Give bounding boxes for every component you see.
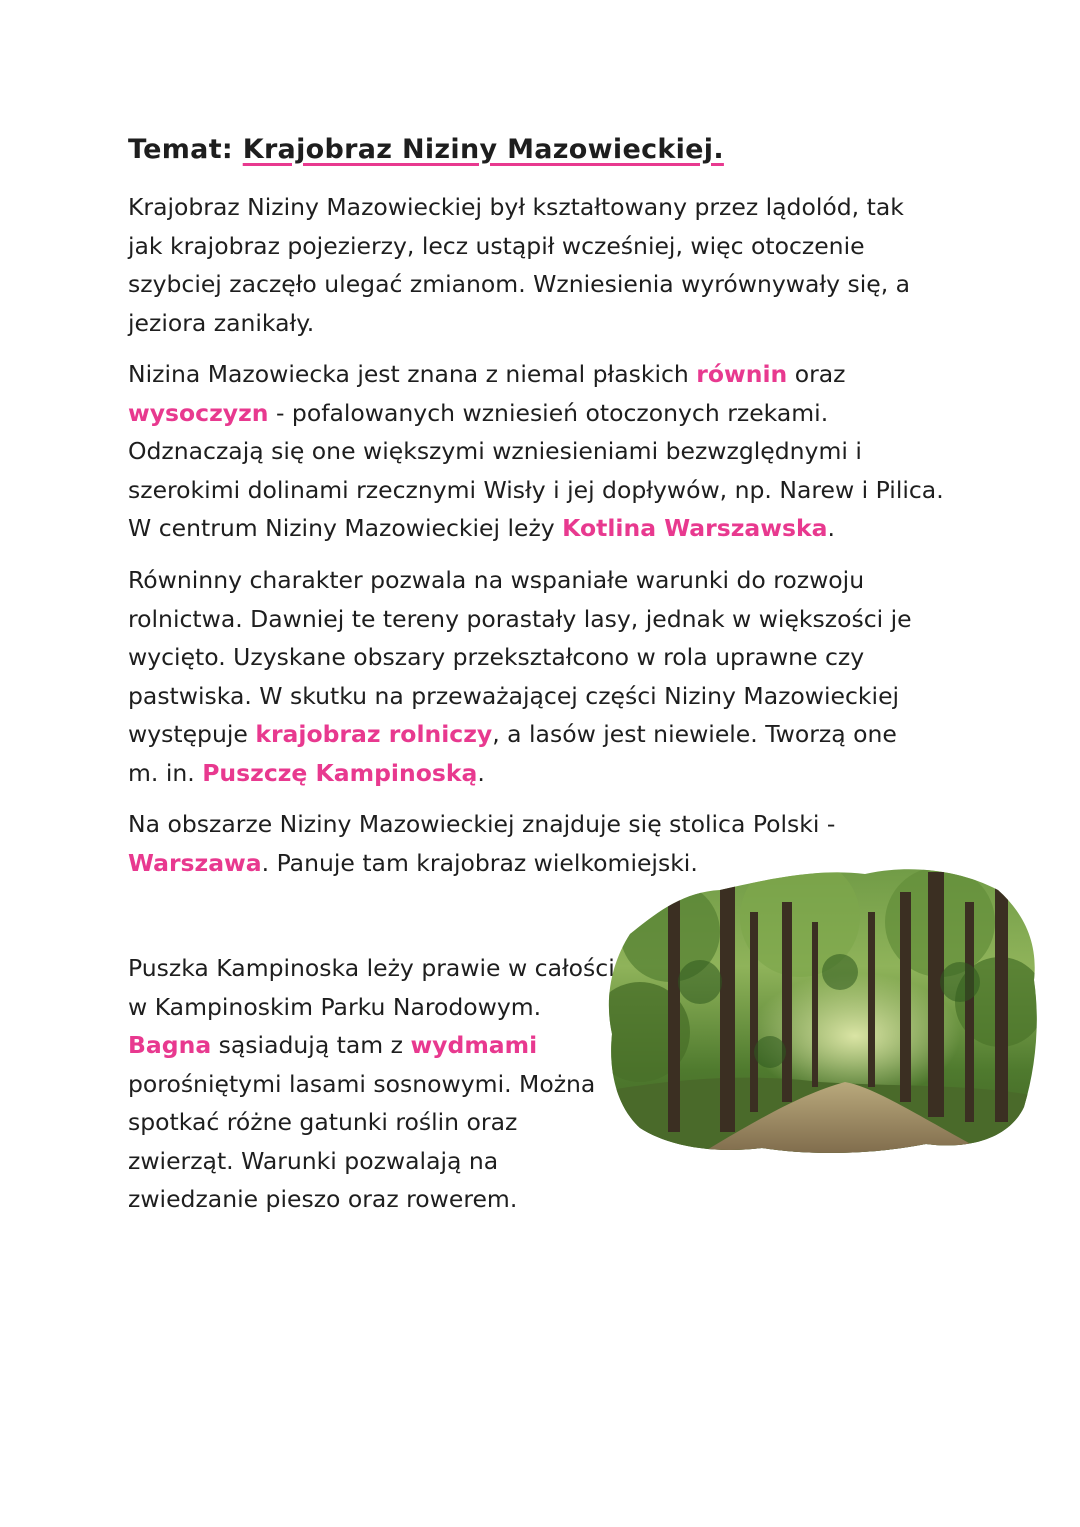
term-kotlina-warszawska: Kotlina Warszawska <box>562 514 828 542</box>
text-run: Nizina Mazowiecka jest znana z niemal płaskich <box>128 360 697 388</box>
text-run: . <box>477 758 485 787</box>
text-run: sąsiadują tam z <box>211 1031 411 1059</box>
term-krajobraz-rolniczy: krajobraz rolniczy <box>255 720 493 748</box>
text-run: - pofalowanych wzniesień otoczonych rzekami. Odznaczają się one większymi wzniesieniami bezwzględnymi i szerokimi dolinami rzecznymi Wisły i jej dopływów, np. Narew i Pilica. W centrum Niziny Mazowieckiej leży <box>128 398 944 542</box>
page-title <box>128 134 724 165</box>
term-bagna: Bagna <box>128 1031 212 1059</box>
text-run: . <box>827 514 835 542</box>
paragraph-kampinos <box>128 949 618 1219</box>
text-run: Na obszarze Niziny Mazowieckiej znajduje się stolica Polski - <box>128 810 836 838</box>
text-run: Równinny charakter pozwala na wspaniałe warunki do rozwoju rolnictwa. Dawniej te tereny porastały lasy, jednak w większości je wycięto. Uzyskane obszary przekształcono w rola uprawne czy pastwiska. W skutku na przeważającej części Niziny Mazowieckiej występuje <box>128 566 912 748</box>
forest-path-photo <box>600 862 1040 1160</box>
paragraph-glacier-origin <box>128 188 928 342</box>
text-run: porośniętymi lasami sosnowymi. Można spotkać różne gatunki roślin oraz zwierząt. Warunki pozwalają na zwiedzanie pieszo oraz rowerem. <box>128 1069 596 1213</box>
text-run: , a lasów jest niewiele. Tworzą one m. in. <box>128 720 897 787</box>
term-wysoczyzn: wysoczyzn <box>128 398 269 427</box>
title-topic: Krajobraz Niziny Mazowieckiej. <box>242 134 724 165</box>
text-run: Puszka Kampinoska leży prawie w całości w Kampinoskim Parku Narodowym. <box>128 954 615 1021</box>
title-label: Temat: <box>128 134 234 165</box>
text-run: . Panuje tam krajobraz wielkomiejski. <box>261 848 698 877</box>
term-rownin: równin <box>696 360 788 388</box>
text-run: oraz <box>787 360 846 388</box>
text-run: Krajobraz Niziny Mazowieckiej był kształtowany przez lądolód, tak jak krajobraz pojezierzy, lecz ustąpił wcześniej, więc otoczenie szybciej zaczęło ulegać zmianom. Wzniesienia wyrównywały się, a jeziora zanikały. <box>128 193 911 337</box>
paragraph-relief <box>128 355 968 548</box>
paragraph-agriculture <box>128 561 928 792</box>
term-warszawa: Warszawa <box>128 848 262 877</box>
term-wydmami: wydmami <box>410 1031 538 1059</box>
term-puszcza-kampinoska: Puszczę Kampinoską <box>202 758 478 787</box>
